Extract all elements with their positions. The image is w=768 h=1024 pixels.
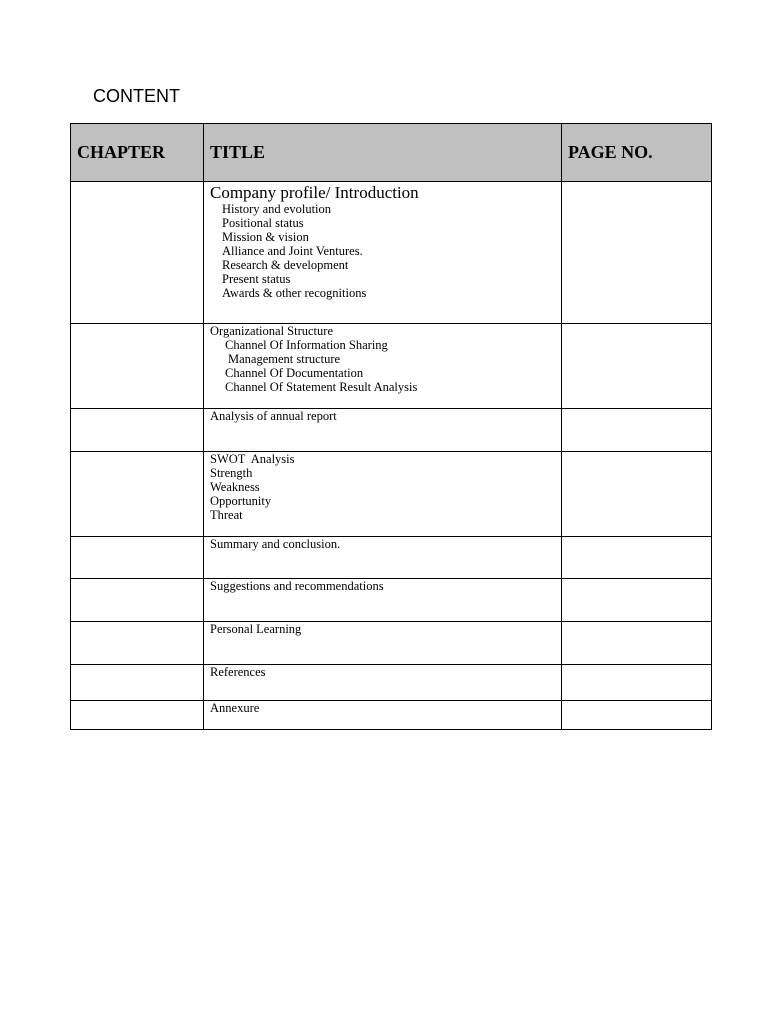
row-title: Annexure [210, 701, 260, 715]
row-subitem: Threat [210, 508, 243, 522]
contents-table [70, 123, 712, 730]
title-cell [204, 409, 562, 452]
table-row [71, 409, 712, 452]
page-title: CONTENT [93, 86, 180, 106]
page-cell [562, 409, 712, 452]
chapter-cell [71, 324, 204, 409]
row-title: Organizational Structure [210, 324, 333, 338]
page-cell [562, 452, 712, 537]
row-subitem: Channel Of Statement Result Analysis [225, 380, 418, 394]
row-title: Personal Learning [210, 622, 302, 636]
chapter-cell [71, 622, 204, 665]
row-subitem: History and evolution [222, 202, 332, 216]
table-header-row [71, 124, 712, 182]
row-subitem: Management structure [228, 352, 341, 366]
row-title: Summary and conclusion. [210, 537, 341, 551]
chapter-cell [71, 665, 204, 701]
row-subitem: Positional status [222, 216, 304, 230]
page-cell [562, 622, 712, 665]
title-cell [204, 537, 562, 579]
table-row [71, 579, 712, 622]
table-row [71, 701, 712, 730]
row-title: Suggestions and recommendations [210, 579, 384, 593]
table-row [71, 182, 712, 324]
chapter-cell [71, 452, 204, 537]
header-chapter: CHAPTER [71, 124, 204, 182]
page-cell [562, 579, 712, 622]
table-row [71, 622, 712, 665]
row-subitem: Research & development [222, 258, 349, 272]
title-cell [204, 701, 562, 730]
table-row [71, 452, 712, 537]
title-cell [204, 182, 562, 324]
row-subitem: Alliance and Joint Ventures. [222, 244, 363, 258]
page-cell [562, 665, 712, 701]
chapter-cell [71, 182, 204, 324]
row-subitem: Strength [210, 466, 253, 480]
page-cell [562, 537, 712, 579]
chapter-cell [71, 409, 204, 452]
row-subitem: Mission & vision [222, 230, 309, 244]
page-cell [562, 182, 712, 324]
title-cell [204, 452, 562, 537]
row-subitem: Awards & other recognitions [222, 286, 367, 300]
table-row [71, 665, 712, 701]
chapter-cell [71, 537, 204, 579]
row-subitem: Channel Of Information Sharing [225, 338, 388, 352]
row-subitem: Present status [222, 272, 291, 286]
page-cell [562, 701, 712, 730]
page-cell [562, 324, 712, 409]
table-row [71, 324, 712, 409]
row-title: Company profile/ Introduction [210, 183, 419, 202]
title-cell [204, 579, 562, 622]
row-title: Analysis of annual report [210, 409, 337, 423]
row-title: SWOT Analysis [210, 452, 295, 466]
table-row [71, 537, 712, 579]
title-cell [204, 324, 562, 409]
title-cell [204, 622, 562, 665]
chapter-cell [71, 701, 204, 730]
row-subitem: Weakness [210, 480, 260, 494]
header-title: TITLE [204, 124, 562, 182]
title-cell [204, 665, 562, 701]
header-page-no: PAGE NO. [562, 124, 712, 182]
row-subitem: Channel Of Documentation [225, 366, 364, 380]
row-title: References [210, 665, 266, 679]
chapter-cell [71, 579, 204, 622]
row-subitem: Opportunity [210, 494, 272, 508]
